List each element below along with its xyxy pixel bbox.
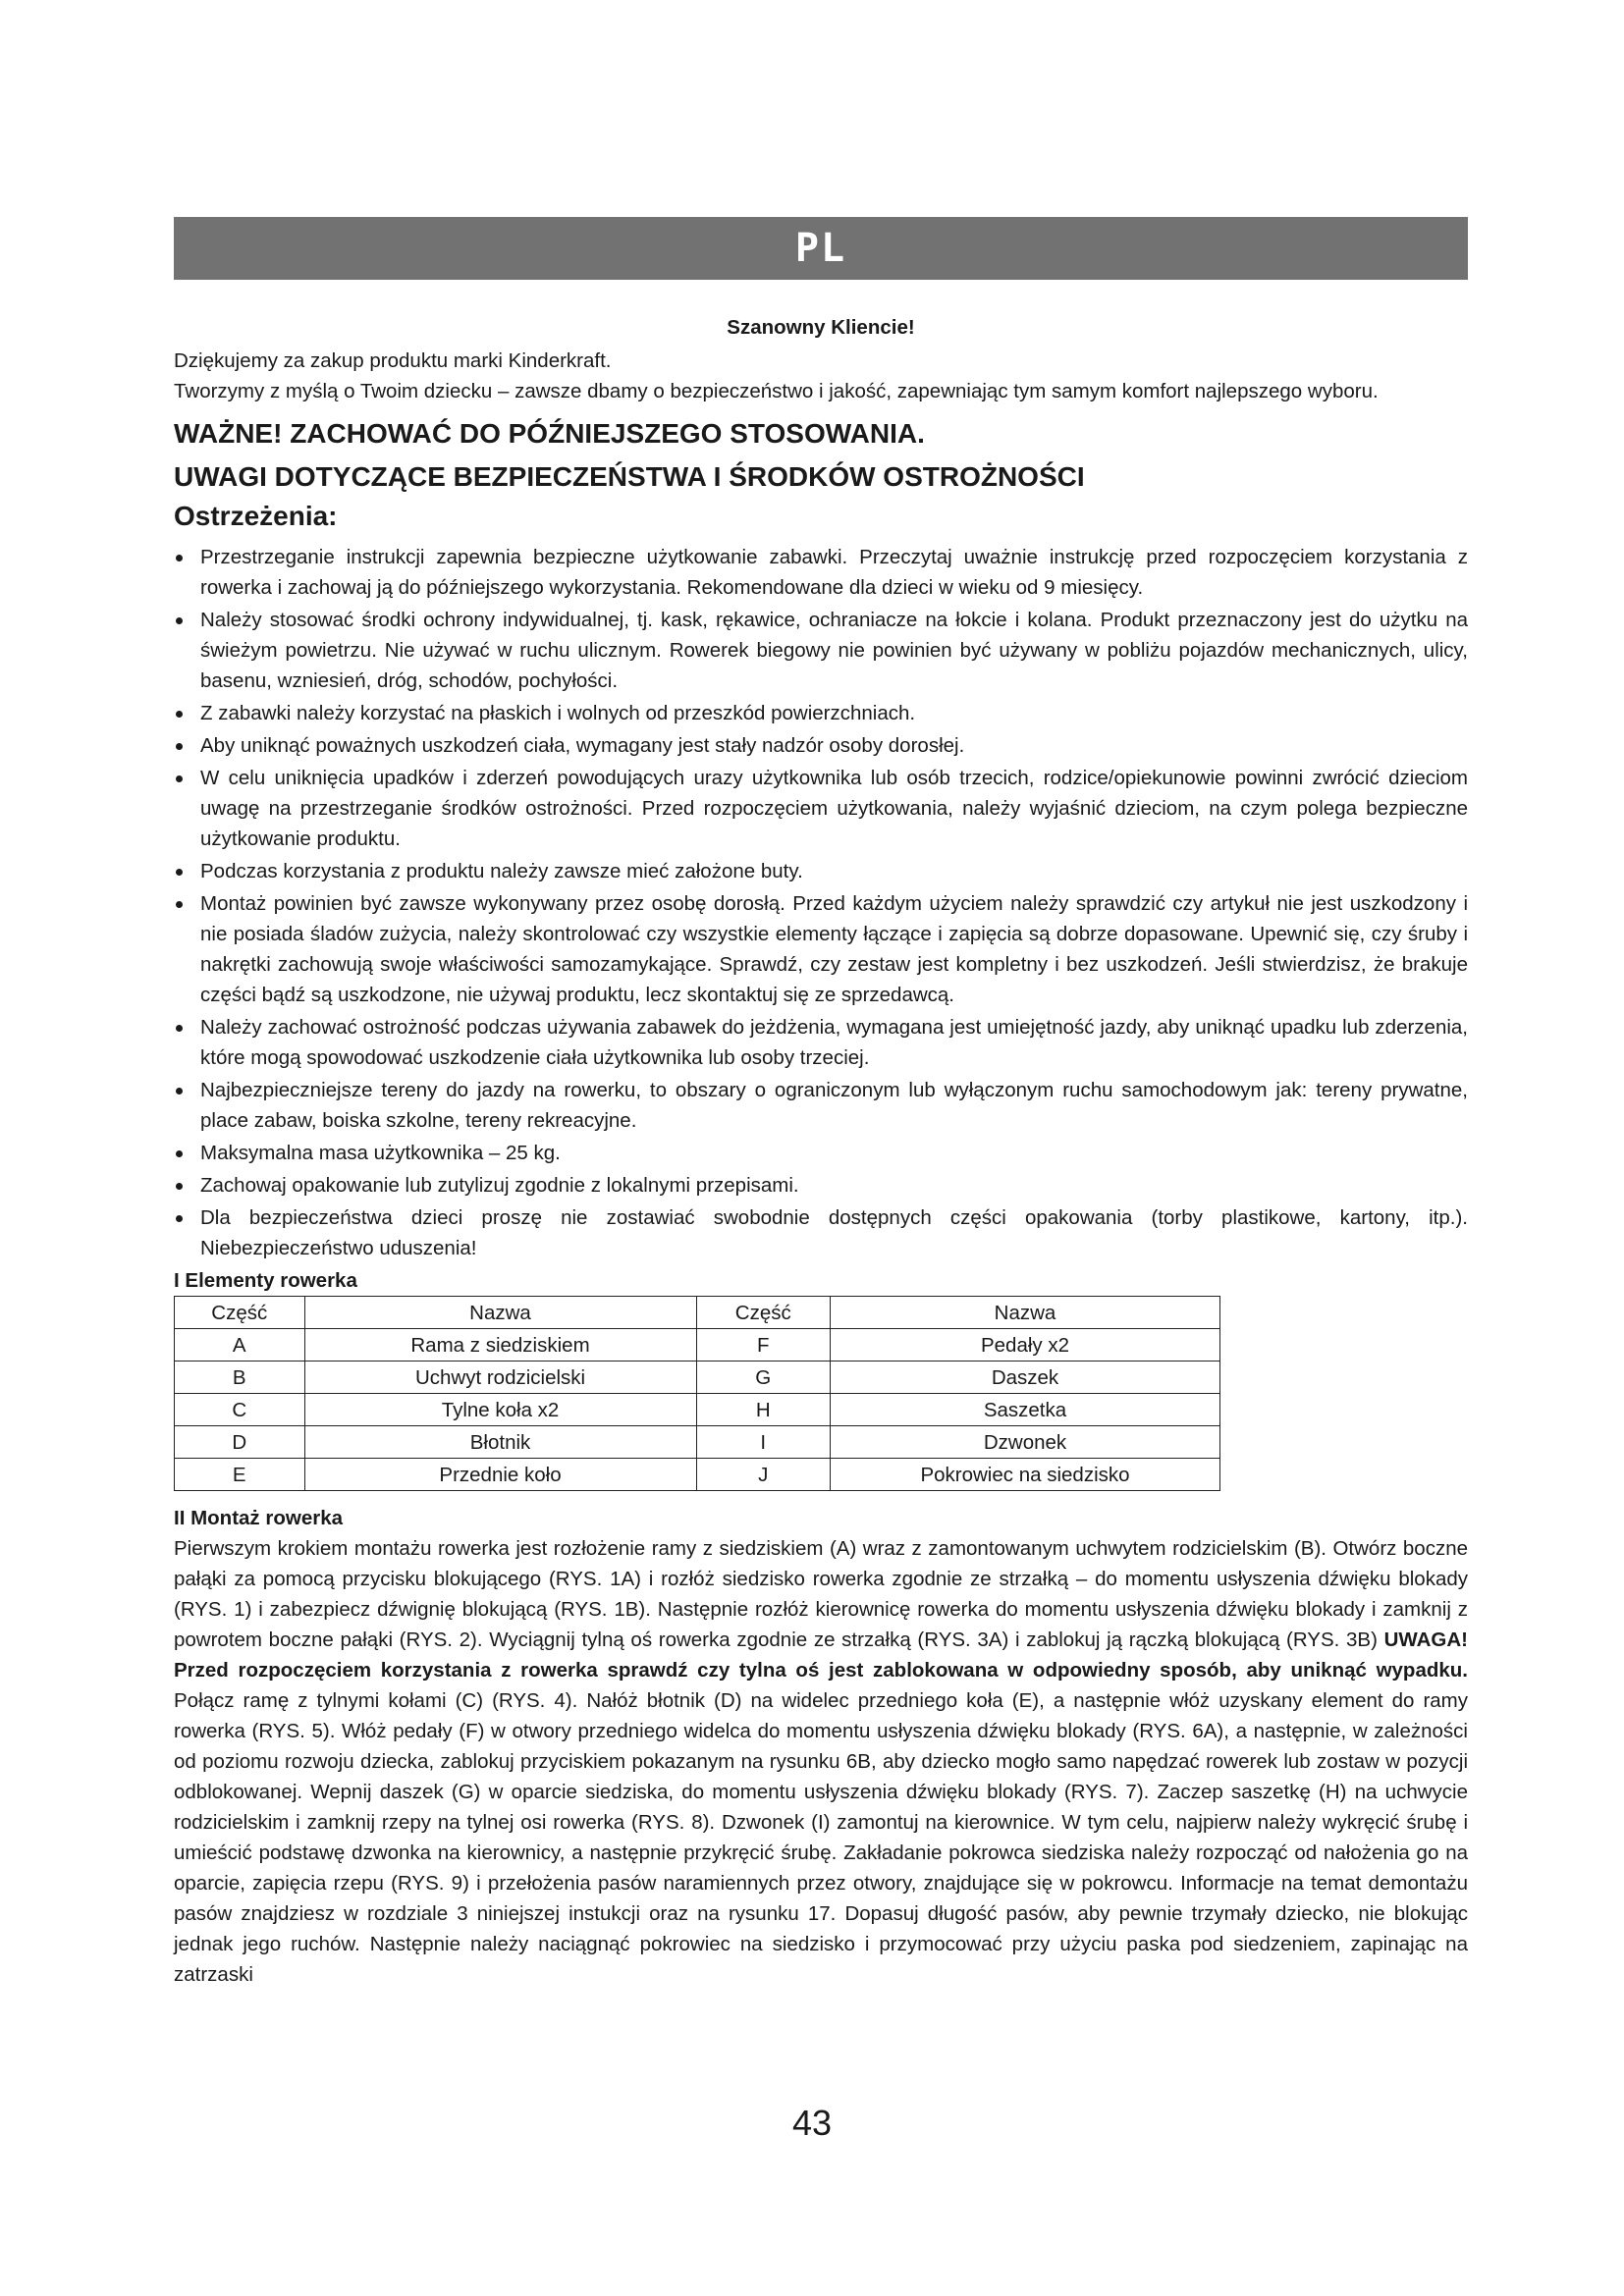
table-cell: Przednie koło	[304, 1459, 696, 1491]
language-banner	[174, 217, 1468, 280]
table-row	[175, 1362, 1220, 1394]
table-cell: E	[175, 1459, 305, 1491]
table-cell: F	[696, 1329, 830, 1362]
table-cell: Pokrowiec na siedzisko	[831, 1459, 1220, 1491]
table-cell: Rama z siedziskiem	[304, 1329, 696, 1362]
parts-section-title: I Elementy rowerka	[174, 1269, 357, 1292]
table-cell: Dzwonek	[831, 1426, 1220, 1459]
language-code: PL	[794, 226, 847, 271]
page-number: 43	[791, 2103, 833, 2143]
table-cell: D	[175, 1426, 305, 1459]
table-cell: C	[175, 1394, 305, 1426]
warning-item: Należy zachować ostrożność podczas używania zabawek do jeżdżenia, wymagana jest umiejętność jazdy, aby uniknąć upadku lub zderzenia, które mogą spowodować uszkodzenie ciała użytkownika lub osoby trzeciej.	[174, 1012, 1468, 1073]
assembly-paragraph	[174, 1533, 1468, 1990]
page-content	[174, 312, 1468, 1990]
warnings-heading: Ostrzeżenia:	[174, 501, 338, 531]
warning-item: Zachowaj opakowanie lub zutylizuj zgodnie z lokalnymi przepisami.	[174, 1170, 1468, 1201]
table-row	[175, 1394, 1220, 1426]
assembly-text-b: Połącz ramę z tylnymi kołami (C) (RYS. 4). Nałóż błotnik (D) na widelec przedniego koła (E), a następnie włóż uzyskany element do ramy rowerka (RYS. 5). Włóż pedały (F) w otwory przedniego widelca do momentu usłyszenia dźwięku blokady (RYS. 6A), a następnie, w zależności od poziomu rozwoju dziecka, zablokuj przyciskiem pokazanym na rysunku 6B, aby dziecko mogło samo napędzać rowerek lub zostaw w pozycji odblokowanej. Wepnij daszek (G) w oparcie siedziska, do momentu usłyszenia dźwięku blokady (RYS. 7). Zaczep saszetkę (H) na uchwycie rodzicielskim i zamknij rzepy na tylnej osi rowerka (RYS. 8). Dzwonek (I) zamontuj na kierownice. W tym celu, najpierw należy wykręcić śrubę i umieścić podstawę dzwonka na kierownicy, a następnie przykręcić śrubę. Zakładanie pokrowca siedziska należy rozpocząć od nałożenia go na oparcie, zapięcia rzepu (RYS. 9) i przełożenia pasów naramiennych przez otwory, znajdujące się w pokrowcu. Informacje na temat demontażu pasów znajdziesz w rozdziale 3 niniejszej instukcji oraz na rysunku 17. Dopasuj długość pasów, aby pewnie trzymały dziecko, nie blokując jednak jego ruchów. Następnie należy naciągnąć pokrowiec na siedzisko i przymocować przy użyciu paska pod siedzeniem, zapinając na zatrzaski	[174, 1689, 1468, 1986]
warning-item: Maksymalna masa użytkownika – 25 kg.	[174, 1138, 1468, 1168]
warning-item: Montaż powinien być zawsze wykonywany przez osobę dorosłą. Przed każdym użyciem należy sprawdzić czy artykuł nie jest uszkodzony i nie posiada śladów zużycia, należy skontrolować czy wszystkie elementy łączące i zapięcia są dobrze dopasowane. Upewnić się, czy śruby i nakrętki zachowują swoje właściwości samozamykające. Sprawdź, czy zestaw jest kompletny i bez uszkodzeń. Jeśli stwierdzisz, że brakuje części bądź są uszkodzone, nie używaj produktu, lecz skontaktuj się ze sprzedawcą.	[174, 888, 1468, 1010]
warning-item: Najbezpieczniejsze tereny do jazdy na rowerku, to obszary o ograniczonym lub wyłączonym ruchu samochodowym jak: tereny prywatne, place zabaw, boiska szkolne, tereny rekreacyjne.	[174, 1075, 1468, 1136]
table-cell: H	[696, 1394, 830, 1426]
safety-heading: UWAGI DOTYCZĄCE BEZPIECZEŃSTWA I ŚRODKÓW OSTROŻNOŚCI	[174, 461, 1085, 492]
assembly-text-a: Pierwszym krokiem montażu rowerka jest rozłożenie ramy z siedziskiem (A) wraz z zamontowanym uchwytem rodzicielskim (B). Otwórz boczne pałąki za pomocą przycisku blokującego (RYS. 1A) i rozłóż siedzisko rowerka zgodnie ze strzałką – do momentu usłyszenia dźwięku blokady (RYS. 1) i zabezpiecz dźwignię blokującą (RYS. 1B). Następnie rozłóż kierownicę rowerka do momentu usłyszenia dźwięku blokady i zamknij z powrotem boczne pałąki (RYS. 2). Wyciągnij tylną oś rowerka zgodnie ze strzałką (RYS. 3A) i zablokuj ją rączką blokującą (RYS. 3B)	[174, 1537, 1468, 1651]
table-cell: Pedały x2	[831, 1329, 1220, 1362]
table-cell: Uchwyt rodzicielski	[304, 1362, 696, 1394]
column-header: Część	[696, 1297, 830, 1329]
column-header: Część	[175, 1297, 305, 1329]
table-cell: J	[696, 1459, 830, 1491]
table-cell: Daszek	[831, 1362, 1220, 1394]
warning-item: Podczas korzystania z produktu należy zawsze mieć założone buty.	[174, 856, 1468, 886]
warning-item: Przestrzeganie instrukcji zapewnia bezpieczne użytkowanie zabawki. Przeczytaj uważnie instrukcję przed rozpoczęciem korzystania z rowerka i zachowaj ją do późniejszego wykorzystania. Rekomendowane dla dzieci w wieku od 9 miesięcy.	[174, 542, 1468, 603]
table-row	[175, 1426, 1220, 1459]
warning-item: Z zabawki należy korzystać na płaskich i wolnych od przeszkód powierzchniach.	[174, 698, 1468, 728]
important-heading: WAŻNE! ZACHOWAĆ DO PÓŹNIEJSZEGO STOSOWANIA.	[174, 418, 925, 449]
table-header-row	[175, 1297, 1220, 1329]
warning-item: W celu uniknięcia upadków i zderzeń powodujących urazy użytkownika lub osób trzecich, rodzice/opiekunowie powinni zwrócić dzieciom uwagę na przestrzeganie środków ostrożności. Przed rozpoczęciem użytkowania, należy wyjaśnić dzieciom, na czym polega bezpieczne użytkowanie produktu.	[174, 763, 1468, 854]
intro-line-2: Tworzymy z myślą o Twoim dziecku – zawsze dbamy o bezpieczeństwo i jakość, zapewniając tym samym komfort najlepszego wyboru.	[174, 380, 1379, 402]
column-header: Nazwa	[831, 1297, 1220, 1329]
assembly-warning: UWAGA! Przed rozpoczęciem korzystania z rowerka sprawdź czy tylna oś jest zablokowana w odpowiedny sposób, aby uniknąć wypadku.	[174, 1629, 1468, 1682]
table-cell: I	[696, 1426, 830, 1459]
table-row	[175, 1459, 1220, 1491]
warning-item: Dla bezpieczeństwa dzieci proszę nie zostawiać swobodnie dostępnych części opakowania (torby plastikowe, kartony, itp.). Niebezpieczeństwo uduszenia!	[174, 1202, 1468, 1263]
warning-item: Należy stosować środki ochrony indywidualnej, tj. kask, rękawice, ochraniacze na łokcie i kolana. Produkt przeznaczony jest do użytku na świeżym powietrzu. Nie używać w ruchu ulicznym. Rowerek biegowy nie powinien być używany w pobliżu pojazdów mechanicznych, ulicy, basenu, wzniesień, dróg, schodów, pochyłości.	[174, 605, 1468, 696]
parts-table	[174, 1296, 1220, 1491]
warning-item: Aby uniknąć poważnych uszkodzeń ciała, wymagany jest stały nadzór osoby dorosłej.	[174, 730, 1468, 761]
table-row	[175, 1329, 1220, 1362]
warnings-list	[174, 542, 1468, 1263]
column-header: Nazwa	[304, 1297, 696, 1329]
intro-line-1: Dziękujemy za zakup produktu marki Kinderkraft.	[174, 349, 612, 372]
table-cell: G	[696, 1362, 830, 1394]
table-cell: A	[175, 1329, 305, 1362]
table-cell: Tylne koła x2	[304, 1394, 696, 1426]
table-cell: Saszetka	[831, 1394, 1220, 1426]
table-cell: B	[175, 1362, 305, 1394]
table-cell: Błotnik	[304, 1426, 696, 1459]
assembly-section-title: II Montaż rowerka	[174, 1507, 344, 1529]
greeting: Szanowny Kliencie!	[727, 316, 915, 339]
